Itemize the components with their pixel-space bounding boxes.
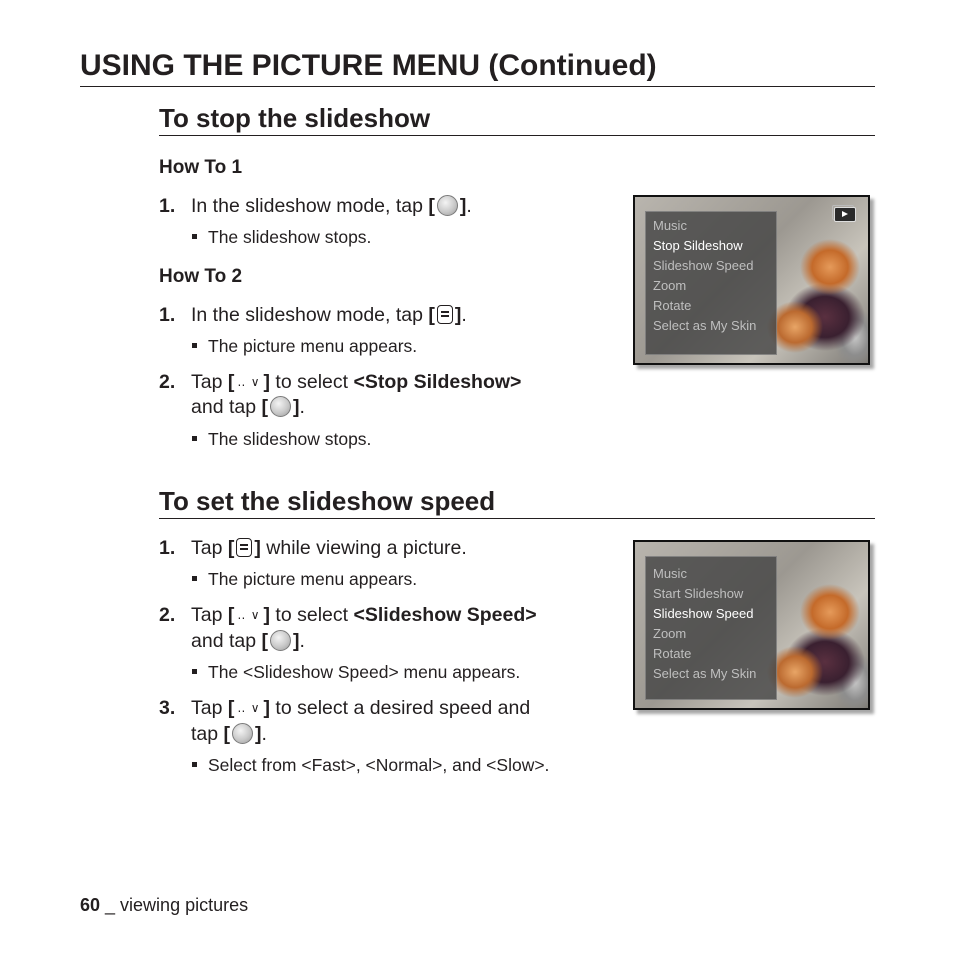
bracket: [ [261, 396, 268, 418]
speed-step1 [159, 535, 599, 561]
step-end: . [299, 630, 305, 652]
step-text: Tap [191, 537, 228, 559]
step-text: In the slideshow mode, tap [191, 195, 429, 217]
bracket: [ [261, 630, 268, 652]
menu-item-select-as-skin[interactable]: Select as My Skin [653, 666, 757, 681]
speed-bullet3: Select from <Fast>, <Normal>, and <Slow>. [192, 754, 549, 776]
picture-menu-panel [645, 556, 777, 700]
menu-button-icon [236, 538, 252, 557]
up-down-icon: ‥ ∨ [237, 608, 261, 622]
howto1-label: How To 1 [159, 157, 243, 178]
bracket: [ [227, 697, 235, 719]
howto2-bullet1: The picture menu appears. [192, 335, 417, 357]
bracket: ] [255, 723, 262, 745]
step-end: . [299, 396, 305, 418]
bracket: ] [263, 604, 270, 626]
step-text: and tap [191, 630, 262, 652]
bracket: ] [263, 697, 270, 719]
bracket: [ [428, 304, 435, 326]
device-screen-stop [633, 195, 870, 365]
section-rule-speed [159, 518, 875, 519]
speed-bullet1: The picture menu appears. [192, 568, 417, 590]
speed-step2 [159, 602, 619, 654]
center-button-icon [437, 195, 458, 216]
menu-item-music[interactable]: Music [653, 566, 687, 581]
bracket: [ [227, 604, 235, 626]
step-end: . [461, 304, 467, 326]
bracket: ] [292, 630, 300, 652]
footer-text: _ viewing pictures [100, 895, 249, 915]
step-end: . [261, 723, 267, 745]
section-heading-stop: To stop the slideshow [159, 103, 431, 133]
howto2-bullet2: The slideshow stops. [192, 428, 371, 450]
menu-item-rotate[interactable]: Rotate [653, 646, 692, 661]
bracket: [ [428, 195, 435, 217]
step-text: Tap [191, 371, 228, 393]
center-button-icon [270, 396, 291, 417]
step-text: to select [270, 371, 354, 393]
page-footer [80, 893, 248, 917]
menu-option-name: <Stop Sildeshow> [353, 371, 522, 393]
bracket: ] [254, 537, 261, 559]
menu-button-icon [437, 305, 453, 324]
menu-item-zoom[interactable]: Zoom [653, 626, 687, 641]
menu-item-music[interactable]: Music [653, 218, 687, 233]
bracket: [ [227, 371, 235, 393]
up-down-icon: ‥ ∨ [237, 375, 261, 389]
step-number: 3. [159, 697, 176, 719]
device-screen-speed [633, 540, 870, 710]
step-number: 1. [159, 195, 176, 217]
menu-item-select-as-skin[interactable]: Select as My Skin [653, 318, 757, 333]
bracket: ] [459, 195, 467, 217]
title-rule [80, 86, 875, 87]
bracket: ] [263, 371, 270, 393]
bracket: [ [227, 537, 235, 559]
step-text: to select [270, 604, 354, 626]
step-text: Tap [191, 697, 228, 719]
step-number: 2. [159, 371, 176, 393]
step-text: to select a desired speed and [270, 697, 531, 719]
step-text: Tap [191, 604, 228, 626]
menu-item-stop-slideshow[interactable]: Stop Sildeshow [653, 238, 743, 253]
menu-item-zoom[interactable]: Zoom [653, 278, 687, 293]
bracket: ] [292, 396, 300, 418]
up-down-icon: ‥ ∨ [237, 701, 261, 715]
step-number: 2. [159, 604, 176, 626]
picture-menu-panel [645, 211, 777, 355]
howto1-step1 [159, 193, 599, 219]
menu-item-rotate[interactable]: Rotate [653, 298, 692, 313]
section-rule-stop [159, 135, 875, 136]
bracket: [ [223, 723, 231, 745]
speed-step3 [159, 695, 619, 747]
menu-option-name: <Slideshow Speed> [353, 604, 537, 626]
howto2-step2 [159, 369, 619, 421]
play-icon [834, 207, 856, 222]
howto2-label: How To 2 [159, 266, 243, 287]
page-title: USING THE PICTURE MENU (Continued) [80, 49, 657, 82]
howto2-step1 [159, 302, 599, 328]
page-number: 60 [80, 895, 101, 915]
speed-bullet2: The <Slideshow Speed> menu appears. [192, 661, 520, 683]
section-heading-speed: To set the slideshow speed [159, 486, 496, 516]
menu-item-slideshow-speed[interactable]: Slideshow Speed [653, 258, 754, 273]
step-text: while viewing a picture. [260, 537, 467, 559]
step-number: 1. [159, 537, 176, 559]
step-text: tap [191, 723, 224, 745]
bracket: ] [454, 304, 462, 326]
center-button-icon [270, 630, 291, 651]
step-text: and tap [191, 396, 262, 418]
menu-item-start-slideshow[interactable]: Start Slideshow [653, 586, 744, 601]
center-button-icon [232, 723, 253, 744]
step-text: In the slideshow mode, tap [191, 304, 429, 326]
menu-item-slideshow-speed[interactable]: Slideshow Speed [653, 606, 754, 621]
step-end: . [466, 195, 472, 217]
howto1-bullet1: The slideshow stops. [192, 226, 371, 248]
step-number: 1. [159, 304, 176, 326]
